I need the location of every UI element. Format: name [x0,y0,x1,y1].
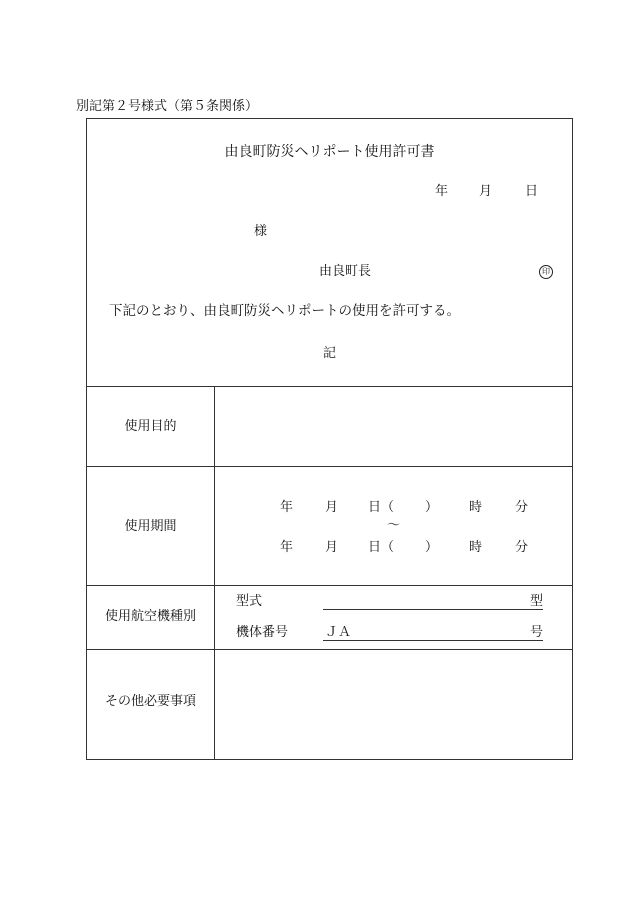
aircraft-registration-prefix: ＪＡ [325,625,352,640]
purpose-value [215,387,573,465]
form-reference: 別記第２号様式（第５条関係） [76,99,259,114]
aircraft-registration-suffix: 号 [530,625,544,640]
aircraft-type-label: 使用航空機種別 [104,609,196,624]
aircraft-registration-label: 機体番号 [236,625,289,640]
aircraft-model-underline [323,609,543,610]
permit-form-table [86,118,573,760]
date-day-label: 日 [525,184,539,199]
period-label: 使用期間 [124,519,177,534]
period-start-hour: 時 [469,500,483,515]
period-end-year: 年 [280,540,294,555]
period-start-day: 日（ [368,500,395,515]
date-year-label: 年 [435,184,449,199]
period-end-month: 月 [325,540,339,555]
period-end-close: ） [425,540,439,555]
divider-purpose [87,466,572,467]
document-title: 由良町防災ヘリポート使用許可書 [224,144,435,160]
period-start-year: 年 [280,500,294,515]
period-end-minute: 分 [515,540,529,555]
seal-mark: 印 [539,265,553,279]
period-tilde: ～ [387,518,401,533]
aircraft-model-label: 型式 [236,594,263,609]
period-start-close: ） [425,500,439,515]
other-matters-label: その他必要事項 [104,694,196,709]
period-start-month: 月 [325,500,339,515]
recipient-honorific: 様 [254,224,268,239]
divider-period [87,585,572,586]
aircraft-model-suffix: 型 [530,594,544,609]
ki-heading: 記 [322,346,336,361]
permission-statement: 下記のとおり、由良町防災ヘリポートの使用を許可する。 [109,303,460,319]
period-start-minute: 分 [515,500,529,515]
date-month-label: 月 [479,184,493,199]
issuer-name: 由良町長 [319,264,372,279]
purpose-label: 使用目的 [124,419,177,434]
other-matters-value [215,650,573,759]
period-end-hour: 時 [469,540,483,555]
aircraft-registration-underline [323,640,543,641]
period-end-day: 日（ [368,540,395,555]
